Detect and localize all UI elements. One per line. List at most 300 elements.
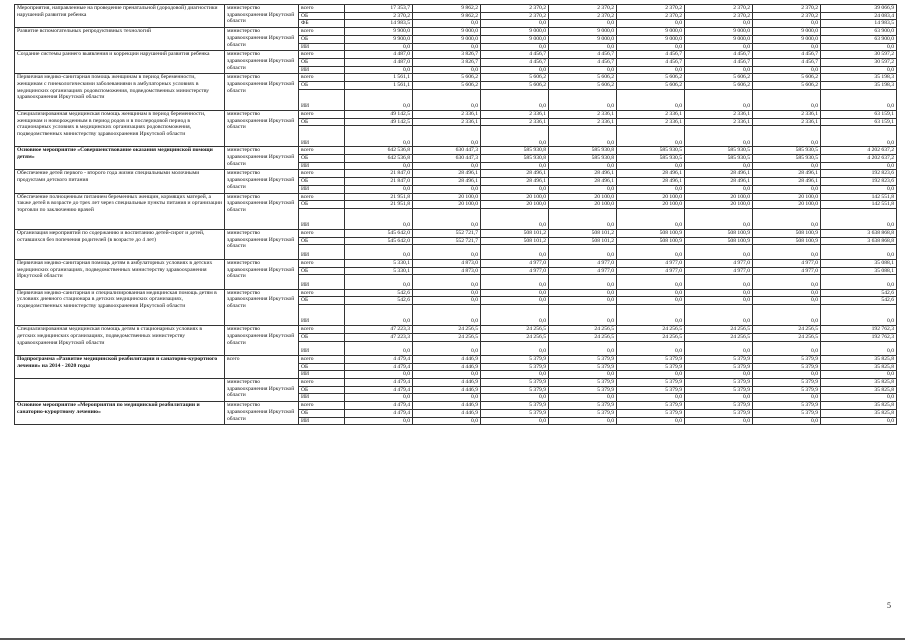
year-value: 2 336,1 (549, 118, 617, 126)
year-value: 28 496,1 (753, 170, 821, 178)
year-value: 20 100,0 (413, 193, 481, 201)
year-value: 4 446,9 (413, 386, 481, 394)
year-value: 5 379,9 (481, 409, 549, 417)
total-value: 39 066,9 (821, 5, 897, 13)
year-value: 508 101,2 (481, 230, 549, 238)
year-value: 5 379,9 (685, 379, 753, 387)
year-value: 5 606,2 (549, 82, 617, 90)
year-value: 2 370,2 (549, 5, 617, 13)
year-value: 0,0 (481, 275, 549, 289)
year-value: 585 930,5 (617, 155, 685, 163)
year-value: 0,0 (753, 89, 821, 110)
year-value: 5 379,9 (549, 363, 617, 371)
year-value: 0,0 (413, 305, 481, 326)
table-row (15, 51, 897, 59)
year-value: 0,0 (685, 297, 753, 305)
year-value: 0,0 (481, 371, 549, 379)
year-value: 0,0 (413, 20, 481, 28)
total-value: 63 159,1 (821, 110, 897, 118)
year-value: 0,0 (413, 245, 481, 259)
total-value: 35 198,3 (821, 74, 897, 82)
measure-name: Основное мероприятие «Мероприятия по медицинской реабилитации и санаторно-курортному лечению» (15, 402, 225, 425)
year-value: 9 000,0 (685, 28, 753, 36)
year-value: 1 561,1 (345, 82, 413, 90)
year-value: 0,0 (345, 66, 413, 74)
year-value: 0,0 (617, 43, 685, 51)
total-value: 142 551,8 (821, 193, 897, 201)
year-value: 642 536,8 (345, 155, 413, 163)
year-value: 0,0 (549, 162, 617, 170)
table-row (15, 259, 897, 267)
year-value: 4 446,9 (413, 409, 481, 417)
year-value: 28 496,1 (481, 178, 549, 186)
year-value: 0,0 (685, 43, 753, 51)
year-value: 0,0 (481, 245, 549, 259)
executor: министерство здравоохранения Иркутской области (225, 259, 299, 289)
year-value: 9 000,0 (413, 35, 481, 43)
year-value: 5 606,2 (685, 82, 753, 90)
year-value: 4 479,4 (345, 379, 413, 387)
year-value: 9 900,0 (345, 28, 413, 36)
year-value: 14 983,5 (345, 20, 413, 28)
measure-name: Обеспечение детей первого - второго года жизни специальными молочными продуктами детского питания (15, 170, 225, 193)
year-value: 9 000,0 (617, 35, 685, 43)
year-value: 4 456,7 (685, 51, 753, 59)
funding-source: ИИ (299, 394, 345, 402)
funding-source: всего (299, 326, 345, 334)
year-value: 630 447,3 (413, 155, 481, 163)
year-value: 0,0 (753, 305, 821, 326)
year-value: 4 977,0 (481, 267, 549, 275)
funding-source: ОБ (299, 201, 345, 209)
year-value: 545 642,0 (345, 237, 413, 245)
year-value: 9 862,2 (413, 12, 481, 20)
year-value: 5 379,9 (685, 409, 753, 417)
total-value: 35 825,8 (821, 355, 897, 363)
year-value: 9 900,0 (345, 35, 413, 43)
year-value: 20 100,0 (617, 201, 685, 209)
year-value: 2 370,2 (617, 5, 685, 13)
total-value: 0,0 (821, 275, 897, 289)
funding-source: ИИ (299, 43, 345, 51)
year-value: 0,0 (481, 126, 549, 147)
total-value: 35 088,1 (821, 259, 897, 267)
executor: министерство здравоохранения Иркутской области (225, 402, 299, 425)
year-value: 0,0 (753, 394, 821, 402)
year-value: 4 977,0 (753, 259, 821, 267)
funding-source: ИИ (299, 66, 345, 74)
total-value: 63 900,0 (821, 35, 897, 43)
total-value: 0,0 (821, 126, 897, 147)
year-value: 0,0 (549, 208, 617, 229)
year-value: 585 930,5 (753, 147, 821, 155)
year-value: 20 100,0 (685, 201, 753, 209)
year-value: 0,0 (617, 394, 685, 402)
year-value: 4 479,4 (345, 355, 413, 363)
year-value: 24 256,5 (549, 333, 617, 341)
year-value: 0,0 (617, 185, 685, 193)
year-value: 0,0 (549, 289, 617, 297)
year-value: 0,0 (685, 371, 753, 379)
total-value: 0,0 (821, 245, 897, 259)
year-value: 0,0 (413, 208, 481, 229)
year-value: 24 256,5 (481, 326, 549, 334)
year-value: 24 256,5 (685, 326, 753, 334)
year-value: 28 496,1 (549, 178, 617, 186)
year-value: 0,0 (549, 20, 617, 28)
year-value: 552 721,7 (413, 230, 481, 238)
year-value: 0,0 (617, 417, 685, 425)
year-value: 0,0 (753, 245, 821, 259)
total-value: 30 597,2 (821, 51, 897, 59)
year-value: 4 456,7 (753, 51, 821, 59)
year-value: 9 000,0 (617, 28, 685, 36)
year-value: 0,0 (617, 162, 685, 170)
year-value: 0,0 (549, 341, 617, 355)
total-value: 142 551,8 (821, 201, 897, 209)
year-value: 0,0 (617, 89, 685, 110)
measure-name: Первичная медико-санитарная помощь женщинам в период беременности, женщинам с гинекологическими заболеваниями в амбулаторных условиях в медицинских организациях родовспоможения, подведомственных министерству здравоохранения Иркутской области (15, 74, 225, 111)
total-value: 4 202 637,2 (821, 155, 897, 163)
year-value: 5 379,9 (617, 379, 685, 387)
funding-source: всего (299, 193, 345, 201)
measure-name: Основное мероприятие «Совершенствование оказания медицинской помощи детям» (15, 147, 225, 170)
table-row (15, 193, 897, 201)
year-value: 5 379,9 (753, 379, 821, 387)
year-value: 508 100,9 (617, 237, 685, 245)
total-value: 35 088,1 (821, 267, 897, 275)
year-value: 0,0 (481, 185, 549, 193)
year-value: 5 379,9 (617, 355, 685, 363)
measure-name (15, 379, 225, 402)
year-value: 20 100,0 (753, 193, 821, 201)
year-value: 28 496,1 (617, 178, 685, 186)
year-value: 24 256,5 (481, 333, 549, 341)
funding-source: ИИ (299, 275, 345, 289)
funding-source: ИИ (299, 417, 345, 425)
year-value: 9 000,0 (753, 28, 821, 36)
year-value: 4 456,7 (549, 58, 617, 66)
year-value: 9 000,0 (753, 35, 821, 43)
year-value: 0,0 (685, 20, 753, 28)
year-value: 5 606,2 (753, 82, 821, 90)
year-value: 0,0 (481, 394, 549, 402)
year-value: 0,0 (413, 43, 481, 51)
year-value: 9 000,0 (549, 35, 617, 43)
year-value: 28 496,1 (617, 170, 685, 178)
year-value: 4 446,9 (413, 355, 481, 363)
year-value: 0,0 (413, 297, 481, 305)
year-value: 508 100,9 (685, 230, 753, 238)
year-value: 545 642,0 (345, 230, 413, 238)
year-value: 0,0 (753, 162, 821, 170)
year-value: 0,0 (413, 341, 481, 355)
year-value: 47 223,3 (345, 326, 413, 334)
year-value: 2 336,1 (413, 110, 481, 118)
total-value: 63 900,0 (821, 28, 897, 36)
executor: министерство здравоохранения Иркутской области (225, 110, 299, 147)
year-value: 4 977,0 (617, 259, 685, 267)
year-value: 0,0 (345, 417, 413, 425)
year-value: 4 487,0 (345, 51, 413, 59)
year-value: 24 256,5 (413, 333, 481, 341)
year-value: 0,0 (685, 208, 753, 229)
year-value: 4 977,0 (685, 259, 753, 267)
total-value: 35 825,8 (821, 386, 897, 394)
year-value: 0,0 (617, 289, 685, 297)
total-value: 192 823,6 (821, 170, 897, 178)
year-value: 5 379,9 (481, 402, 549, 410)
year-value: 5 606,2 (617, 82, 685, 90)
year-value: 4 456,7 (685, 58, 753, 66)
year-value: 0,0 (753, 20, 821, 28)
year-value: 585 930,8 (549, 147, 617, 155)
funding-source: ОБ (299, 118, 345, 126)
year-value: 0,0 (617, 341, 685, 355)
table-row (15, 147, 897, 155)
year-value: 5 379,9 (753, 409, 821, 417)
year-value: 5 606,2 (413, 74, 481, 82)
year-value: 0,0 (753, 297, 821, 305)
year-value: 0,0 (753, 185, 821, 193)
year-value: 508 100,9 (617, 230, 685, 238)
year-value: 0,0 (345, 89, 413, 110)
year-value: 542,6 (345, 289, 413, 297)
year-value: 0,0 (345, 185, 413, 193)
funding-source: ОБ (299, 58, 345, 66)
year-value: 4 873,0 (413, 259, 481, 267)
year-value: 4 977,0 (481, 259, 549, 267)
year-value: 2 370,2 (481, 12, 549, 20)
funding-source: ИИ (299, 371, 345, 379)
year-value: 24 256,5 (413, 326, 481, 334)
year-value: 5 379,9 (685, 386, 753, 394)
year-value: 0,0 (345, 341, 413, 355)
table-row (15, 74, 897, 82)
year-value: 2 370,2 (345, 12, 413, 20)
year-value: 2 370,2 (549, 12, 617, 20)
total-value: 35 825,8 (821, 409, 897, 417)
funding-source: всего (299, 402, 345, 410)
year-value: 5 379,9 (481, 355, 549, 363)
year-value: 0,0 (685, 89, 753, 110)
measure-name: Создание системы раннего выявления и коррекции нарушений развития ребенка (15, 51, 225, 74)
year-value: 0,0 (617, 66, 685, 74)
funding-source: ОБ (299, 363, 345, 371)
year-value: 0,0 (413, 275, 481, 289)
year-value: 9 000,0 (685, 35, 753, 43)
funding-source: ОБ (299, 237, 345, 245)
year-value: 20 100,0 (481, 201, 549, 209)
total-value: 63 159,1 (821, 118, 897, 126)
total-value: 0,0 (821, 305, 897, 326)
budget-table-body (15, 5, 897, 425)
year-value: 28 496,1 (413, 178, 481, 186)
year-value: 5 606,2 (481, 82, 549, 90)
executor: министерство здравоохранения Иркутской области (225, 147, 299, 170)
year-value: 0,0 (345, 305, 413, 326)
year-value: 0,0 (481, 305, 549, 326)
year-value: 5 330,1 (345, 259, 413, 267)
funding-source: всего (299, 147, 345, 155)
year-value: 5 330,1 (345, 267, 413, 275)
year-value: 5 379,9 (685, 363, 753, 371)
total-value: 30 597,2 (821, 58, 897, 66)
year-value: 20 100,0 (549, 193, 617, 201)
year-value: 5 606,2 (549, 74, 617, 82)
year-value: 5 606,2 (753, 74, 821, 82)
year-value: 585 930,5 (617, 147, 685, 155)
year-value: 5 606,2 (617, 74, 685, 82)
executor: министерство здравоохранения Иркутской области (225, 379, 299, 402)
funding-source: ИИ (299, 245, 345, 259)
year-value: 0,0 (753, 275, 821, 289)
table-row (15, 5, 897, 13)
total-value: 192 762,3 (821, 326, 897, 334)
year-value: 5 379,9 (753, 386, 821, 394)
funding-source: ИИ (299, 341, 345, 355)
year-value: 21 847,0 (345, 178, 413, 186)
year-value: 4 456,7 (481, 58, 549, 66)
year-value: 9 862,2 (413, 5, 481, 13)
year-value: 5 379,9 (617, 409, 685, 417)
year-value: 0,0 (345, 162, 413, 170)
total-value: 0,0 (821, 341, 897, 355)
executor: министерство здравоохранения Иркутской области (225, 289, 299, 326)
year-value: 2 370,2 (685, 12, 753, 20)
funding-source: всего (299, 355, 345, 363)
year-value: 0,0 (481, 162, 549, 170)
year-value: 508 101,2 (549, 237, 617, 245)
funding-source: всего (299, 259, 345, 267)
year-value: 9 000,0 (481, 35, 549, 43)
year-value: 2 336,1 (753, 110, 821, 118)
year-value: 0,0 (753, 341, 821, 355)
page-number: 5 (887, 601, 891, 610)
year-value: 5 379,9 (481, 363, 549, 371)
year-value: 2 370,2 (753, 5, 821, 13)
year-value: 0,0 (617, 208, 685, 229)
year-value: 0,0 (413, 417, 481, 425)
year-value: 49 142,5 (345, 110, 413, 118)
funding-source: всего (299, 289, 345, 297)
total-value: 0,0 (821, 371, 897, 379)
total-value: 0,0 (821, 417, 897, 425)
year-value: 28 496,1 (685, 178, 753, 186)
year-value: 0,0 (685, 185, 753, 193)
executor: министерство здравоохранения Иркутской области (225, 28, 299, 51)
year-value: 0,0 (753, 66, 821, 74)
year-value: 4 977,0 (685, 267, 753, 275)
year-value: 508 100,9 (753, 230, 821, 238)
year-value: 24 256,5 (617, 326, 685, 334)
year-value: 585 930,5 (753, 155, 821, 163)
year-value: 24 256,5 (753, 326, 821, 334)
year-value: 24 256,5 (549, 326, 617, 334)
year-value: 0,0 (481, 43, 549, 51)
funding-source: всего (299, 170, 345, 178)
year-value: 5 379,9 (549, 355, 617, 363)
year-value: 4 456,7 (549, 51, 617, 59)
year-value: 0,0 (685, 126, 753, 147)
executor: министерство здравоохранения Иркутской области (225, 5, 299, 28)
year-value: 4 977,0 (617, 267, 685, 275)
funding-source: ОБ (299, 178, 345, 186)
year-value: 0,0 (481, 289, 549, 297)
year-value: 28 496,1 (481, 170, 549, 178)
total-value: 0,0 (821, 208, 897, 229)
year-value: 2 336,1 (617, 118, 685, 126)
total-value: 0,0 (821, 66, 897, 74)
year-value: 20 100,0 (753, 201, 821, 209)
year-value: 0,0 (413, 126, 481, 147)
year-value: 5 379,9 (617, 386, 685, 394)
measure-name: Первичная медико-санитарная помощь детям в амбулаторных условиях в детских медицинских организациях, подведомственных министерству здравоохранения Иркутской области (15, 259, 225, 289)
year-value: 4 977,0 (753, 267, 821, 275)
year-value: 5 379,9 (549, 409, 617, 417)
year-value: 20 100,0 (413, 201, 481, 209)
year-value: 20 100,0 (617, 193, 685, 201)
table-row (15, 289, 897, 297)
year-value: 9 000,0 (481, 28, 549, 36)
year-value: 4 446,9 (413, 363, 481, 371)
year-value: 0,0 (617, 126, 685, 147)
total-value: 0,0 (821, 43, 897, 51)
total-value: 3 638 868,8 (821, 230, 897, 238)
year-value: 5 379,9 (549, 402, 617, 410)
year-value: 17 353,7 (345, 5, 413, 13)
year-value: 0,0 (685, 66, 753, 74)
year-value: 0,0 (549, 43, 617, 51)
year-value: 0,0 (753, 43, 821, 51)
year-value: 0,0 (685, 394, 753, 402)
year-value: 630 447,3 (413, 147, 481, 155)
year-value: 4 873,0 (413, 267, 481, 275)
year-value: 3 826,7 (413, 51, 481, 59)
funding-source: ОБ (299, 409, 345, 417)
funding-source: ОБ (299, 333, 345, 341)
table-row (15, 170, 897, 178)
year-value: 2 336,1 (685, 110, 753, 118)
total-value: 35 825,8 (821, 379, 897, 387)
year-value: 0,0 (685, 341, 753, 355)
year-value: 0,0 (549, 305, 617, 326)
year-value: 585 930,8 (549, 155, 617, 163)
year-value: 0,0 (345, 371, 413, 379)
total-value: 24 083,4 (821, 12, 897, 20)
year-value: 0,0 (617, 305, 685, 326)
total-value: 35 198,3 (821, 82, 897, 90)
measure-name: Специализированная медицинская помощь женщинам в период беременности, женщинам и новорожденным в период родов и в послеродовой период в стационарных условиях в медицинских организациях родовспоможения, подведомственных министерству здравоохранения Иркутской области (15, 110, 225, 147)
year-value: 4 487,0 (345, 58, 413, 66)
year-value: 0,0 (685, 275, 753, 289)
year-value: 0,0 (549, 371, 617, 379)
executor: министерство здравоохранения Иркутской области (225, 51, 299, 74)
year-value: 47 223,3 (345, 333, 413, 341)
year-value: 4 479,4 (345, 363, 413, 371)
year-value: 4 479,4 (345, 402, 413, 410)
funding-source: ИИ (299, 126, 345, 147)
measure-name: Организация мероприятий по содержанию и воспитанию детей-сирот и детей, оставшихся без попечения родителей (в возрасте до 4 лет) (15, 230, 225, 260)
total-value: 192 823,6 (821, 178, 897, 186)
total-value: 0,0 (821, 89, 897, 110)
funding-source: всего (299, 110, 345, 118)
year-value: 508 101,2 (549, 230, 617, 238)
year-value: 49 142,5 (345, 118, 413, 126)
year-value: 2 370,2 (617, 12, 685, 20)
measure-name: Подпрограмма «Развитие медицинской реабилитации и санаторно-курортного лечения» на 2014 - 2020 годы (15, 355, 225, 378)
funding-source: всего (299, 51, 345, 59)
